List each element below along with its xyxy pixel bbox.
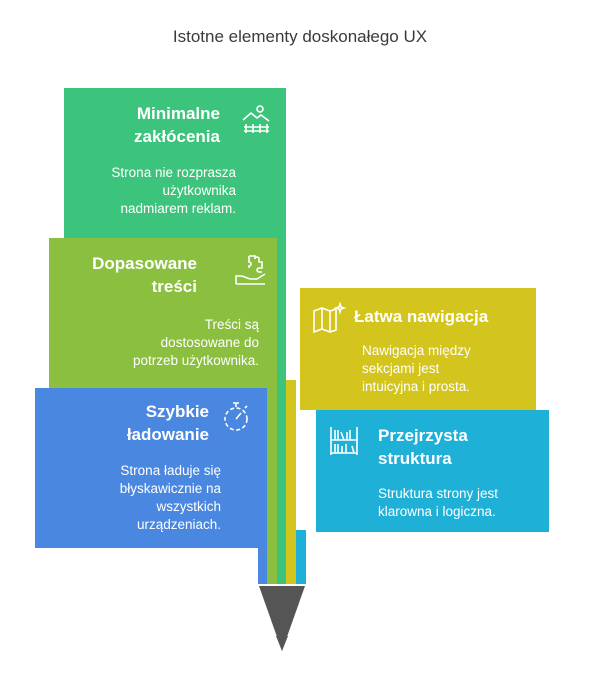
card-przejrzysta-struktura — [316, 410, 549, 532]
card-description: Treści są dostosowane do potrzeb użytkownika. — [132, 317, 259, 368]
card-description: Strona ładuje się błyskawicznie na wszystkich urządzeniach. — [119, 463, 221, 532]
stopwatch-icon — [221, 401, 251, 433]
card-title: Dopasowane treści — [92, 254, 197, 296]
card-latwa-nawigacja — [300, 288, 536, 410]
card-description: Struktura strony jest klarowna i logiczna. — [378, 486, 499, 519]
diagram-title: Istotne elementy doskonałego UX — [172, 27, 428, 46]
card-title: Przejrzysta struktura — [378, 426, 468, 468]
card-szybkie-ladowanie — [35, 388, 267, 548]
bookshelf-icon — [328, 425, 360, 457]
stem-cyan — [296, 530, 306, 584]
stem-yellow — [286, 380, 296, 584]
card-title: Minimalne zakłócenia — [134, 104, 220, 146]
card-title: Szybkie ładowanie — [126, 402, 209, 444]
stem-green — [277, 200, 286, 584]
card-dopasowane-tresci — [49, 238, 277, 388]
card-title: Łatwa nawigacja — [354, 307, 489, 326]
card-minimalne-zaklocenia — [64, 88, 286, 238]
card-description: Strona nie rozprasza użytkownika nadmiarem reklam. — [111, 165, 236, 216]
stem-olive — [267, 380, 277, 584]
map-sparkle-icon — [312, 302, 346, 334]
puzzle-hand-icon — [233, 252, 267, 286]
card-description: Nawigacja między sekcjami jest intuicyjna i prosta. — [362, 343, 471, 394]
landscape-fence-icon — [240, 103, 272, 135]
